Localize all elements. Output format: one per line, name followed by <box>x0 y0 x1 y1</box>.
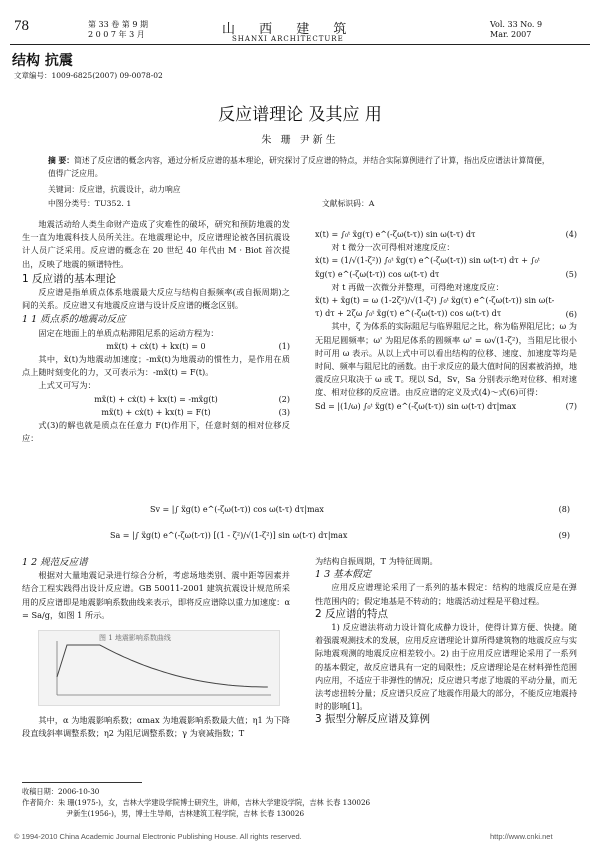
section-label: 结构 抗震 <box>12 53 73 69</box>
page-header <box>0 8 600 46</box>
abstract <box>48 154 556 180</box>
equation-2-text: mẍ(t) + cẋ(t) + kx(t) = -mẍg(t) <box>94 394 218 404</box>
equation-1-text: mẍ(t) + cẋ(t) + kx(t) = 0 <box>106 341 206 351</box>
left-column-lower <box>22 556 290 622</box>
equation-3-number: (3) <box>278 407 290 417</box>
response-spectrum-curve <box>57 645 268 687</box>
left-column <box>22 218 290 445</box>
section-2-heading: 2 反应谱的特点 <box>315 607 389 620</box>
section-1-3-paragraph: 应用反应谱理论采用了一系列的基本假定：结构的地震反应是在弹性范围内的；假定地基是不转动的；地震活动过程是平稳过程。 <box>315 582 577 606</box>
author-2-bio: 尹新生(1956-)，男，博士生导师，吉林建筑工程学院，吉林 长春 130026 <box>66 809 305 818</box>
equation-1 <box>22 340 290 353</box>
date-en: Mar. 2007 <box>490 30 532 39</box>
equation-3-text: mẍ(t) + cẋ(t) + kx(t) = F(t) <box>101 407 211 417</box>
figure-1-note-block <box>22 714 290 740</box>
equation-2 <box>22 393 290 406</box>
page-number: 78 <box>14 18 29 34</box>
equation-intro: 上式又可写为： <box>38 380 96 391</box>
equation-1-number: (1) <box>278 341 290 351</box>
equation-8-number: (8) <box>558 505 570 514</box>
equation-4-note: 对 t 微分一次可得相对速度反应： <box>331 242 455 253</box>
section-1-3-heading: 1 3 基本假定 <box>315 569 372 581</box>
article-title: 反应谱理论 及其应 用 <box>218 105 382 125</box>
equation-4-text: x(t) = ∫₀ᵗ ẍg(τ) e^(-ζω(t-τ)) sin ω(t-τ) dτ <box>315 230 476 239</box>
copyright-notice: © 1994-2010 China Academic Journal Electronic Publishing House. All rights reserved. <box>14 832 302 841</box>
equation-1-note: 其中，ẍ(t)为地震动加速度；-mẍ(t)为地震动的惯性力，是作用在质点上随时刻变化的力，又可表示为：-mẍ(t) = F(t)。 <box>22 354 290 378</box>
figure-1 <box>38 630 280 706</box>
article-authors: 朱 珊 尹新生 <box>261 135 339 146</box>
equation-7 <box>315 400 577 413</box>
section-1-2-heading: 1 2 规范反应谱 <box>22 557 88 568</box>
received-date: 收稿日期：2006-10-30 <box>22 787 100 796</box>
equation-5 <box>315 254 577 280</box>
equation-8-row <box>150 505 570 514</box>
abstract-text: 简述了反应谱的概念内容，通过分析反应谱的基本理论，研究探讨了反应谱的特点，并结合实际算例进行了计算，指出反应谱法计算简便，值得广泛应用。 <box>48 156 550 178</box>
equation-6-note: 其中，ζ 为体系的实际阻尼与临界阻尼之比，称为临界阻尼比；ω 为无阻尼圆频率；ω' 为阻尼体系的圆频率 ω' = ω√(1-ζ²)，当阻尼比很小时可用 ω 表示。从以上式中可以看出结构的位移、速度、加速度等均是时间、频率与阻尼比的函数。由于求反应的最大值时间的因素被消掉，地震反应只取决于 ω 或 T。现以 Sd，Sv，Sa 分别表示绝对位移、相对速度、相对位移的反应谱。由反应谱的定义及式(4)～式(6)可得： <box>315 321 578 398</box>
right-column <box>315 228 577 413</box>
equation-6-number: (6) <box>565 310 577 320</box>
equation-9-row <box>110 531 570 540</box>
equation-9-number: (9) <box>558 531 570 540</box>
equation-5-text: ẋ(t) = (1/√(1-ζ²)) ∫₀ᵗ ẍg(τ) e^(-ζω(t-τ)) sin ω(t-τ) dτ + ∫₀ᵗ ẍg(τ) e^(-ζω(t-τ)) cos ω(t-τ) dτ <box>315 256 540 279</box>
figure-1-note: 其中，α 为地震影响系数；αmax 为地震影响系数最大值；η1 为下降段直线斜率调整系数；η2 为阻尼调整系数；γ 为衰减指数；T <box>22 715 290 739</box>
header-rule <box>10 44 590 45</box>
clc-number: 中图分类号：TU352. 1 <box>48 199 132 208</box>
section-1-heading: 1 反应谱的基本理论 <box>22 272 117 285</box>
date-cn: 2 0 0 7 年 3 月 <box>88 30 145 39</box>
section-1-paragraph: 反应谱是指单质点体系地震最大反应与结构自振频率(或自振周期)之间的关系。反应谱又有地震反应谱与设计反应谱的概念区别。 <box>22 287 290 311</box>
section-1-2-paragraph: 根据对大量地震记录进行综合分析，考虑场地类别、震中距等因素并结合工程实践得出设计反应谱。GB 50011-2001 建筑抗震设计规范所采用的反应谱即是地震影响系数曲线来表示，即将反应谱除以重力加速度：α = Sa/g，如图 1 所示。 <box>22 570 290 620</box>
cnki-link[interactable]: http://www.cnki.net <box>490 832 553 841</box>
footnote-rule <box>22 782 142 783</box>
equation-8-text: Sv = |∫ ẍg(t) e^(-ζω(t-τ)) cos ω(t-τ) dτ|max <box>150 505 324 514</box>
journal-title-cn: 山 西 建 筑 <box>222 22 357 37</box>
figure-1-caption: 图 1 地震影响系数曲线 <box>99 634 171 642</box>
equation-6 <box>315 294 577 320</box>
equation-4 <box>315 228 577 241</box>
equation-2-number: (2) <box>278 394 290 404</box>
footnote <box>22 786 582 819</box>
equation-4-number: (4) <box>565 230 577 239</box>
section-1-1-heading: 1 1 质点系的地震动反应 <box>22 314 126 326</box>
right-column-lower <box>315 555 577 727</box>
equation-3 <box>22 406 290 419</box>
abstract-label: 摘 要： <box>48 156 75 165</box>
equation-7-number: (7) <box>565 401 577 411</box>
keywords: 关键词：反应谱，抗震设计，动力响应 <box>48 185 181 194</box>
equation-9-note: 为结构自振周期，T 为特征周期。 <box>315 556 438 566</box>
journal-title-en: SHANXI ARCHITECTURE <box>232 35 344 43</box>
equation-3-note: 式(3)的解也就是质点在任意力 F(t)作用下，任意时刻的相对位移反应： <box>22 420 290 444</box>
equation-7-text: Sd = |(1/ω) ∫₀ᵗ ẍg(t) e^(-ζω(t-τ)) sin ω(t-τ) dτ|max <box>315 401 517 411</box>
equation-5-number: (5) <box>565 270 577 280</box>
volume-en: Vol. 33 No. 9 <box>490 20 543 29</box>
article-number: 文章编号：1009-6825(2007) 09-0078-02 <box>14 71 163 80</box>
volume-cn: 第 33 卷 第 9 期 <box>88 20 148 29</box>
journal-volume-cn <box>88 20 148 40</box>
section-2-paragraph: 1) 反应谱法将动力设计简化成静力设计，使得计算方便、快捷。随着强震观测技术的发展，应用反应谱理论计算所得建筑物的地震反应与实际地震观测的地震反应相差较小。2) 由于应用反应谱理论采用了一系列的基本假定，故反应谱具有一定的局限性；反应谱理论是在材料弹性范围内应用，不适应于非弹性的情况；反应谱只考虑了地震的平动分量，而无法考虑扭转分量；反应谱只反应了地震作用最大的部分，不能反应地震持时的影响[1]。 <box>315 622 578 712</box>
document-code: 文献标识码：A <box>322 199 375 208</box>
section-3-heading: 3 振型分解反应谱及算例 <box>315 713 431 726</box>
equation-5-note: 对 t 再做一次微分并整理，可得绝对速度反应： <box>331 281 504 292</box>
section-1-1-paragraph: 固定在地面上的单质点粘滞阻尼系的运动方程为： <box>38 327 219 338</box>
intro-paragraph: 地震活动给人类生命财产造成了灾难性的破坏，研究和预防地震的发生一直为地震科技人员所关注。在地震理论中，反应谱理论被各国抗震设计人员广泛采用。反应谱的概念在 20 世纪 40 年代由 M · Biot 首次提出，反映了地震的频谱特性。 <box>22 219 290 269</box>
equation-6-text: ẍ(t) + ẍg(t) = ω (1-2ζ²)/√(1-ζ²) ∫₀ᵗ ẍg(τ) e^(-ζω(t-τ)) sin ω(t-τ) dτ + 2ζω ∫₀ᵗ ẍg(τ) e^(-ζω(t-τ)) cos ω(t-τ) dτ <box>315 296 555 319</box>
equation-9-text: Sa = |∫ ẍg(t) e^(-ζω(t-τ)) [(1 - ζ²)/√(1-ζ²)] sin ω(t-τ) dτ|max <box>110 531 348 540</box>
journal-volume-en <box>490 20 542 40</box>
author-1-bio: 作者简介：朱 珊(1975-)，女，吉林大学建设学院博士研究生，讲师，吉林大学建设学院，吉林 长春 130026 <box>22 798 371 807</box>
